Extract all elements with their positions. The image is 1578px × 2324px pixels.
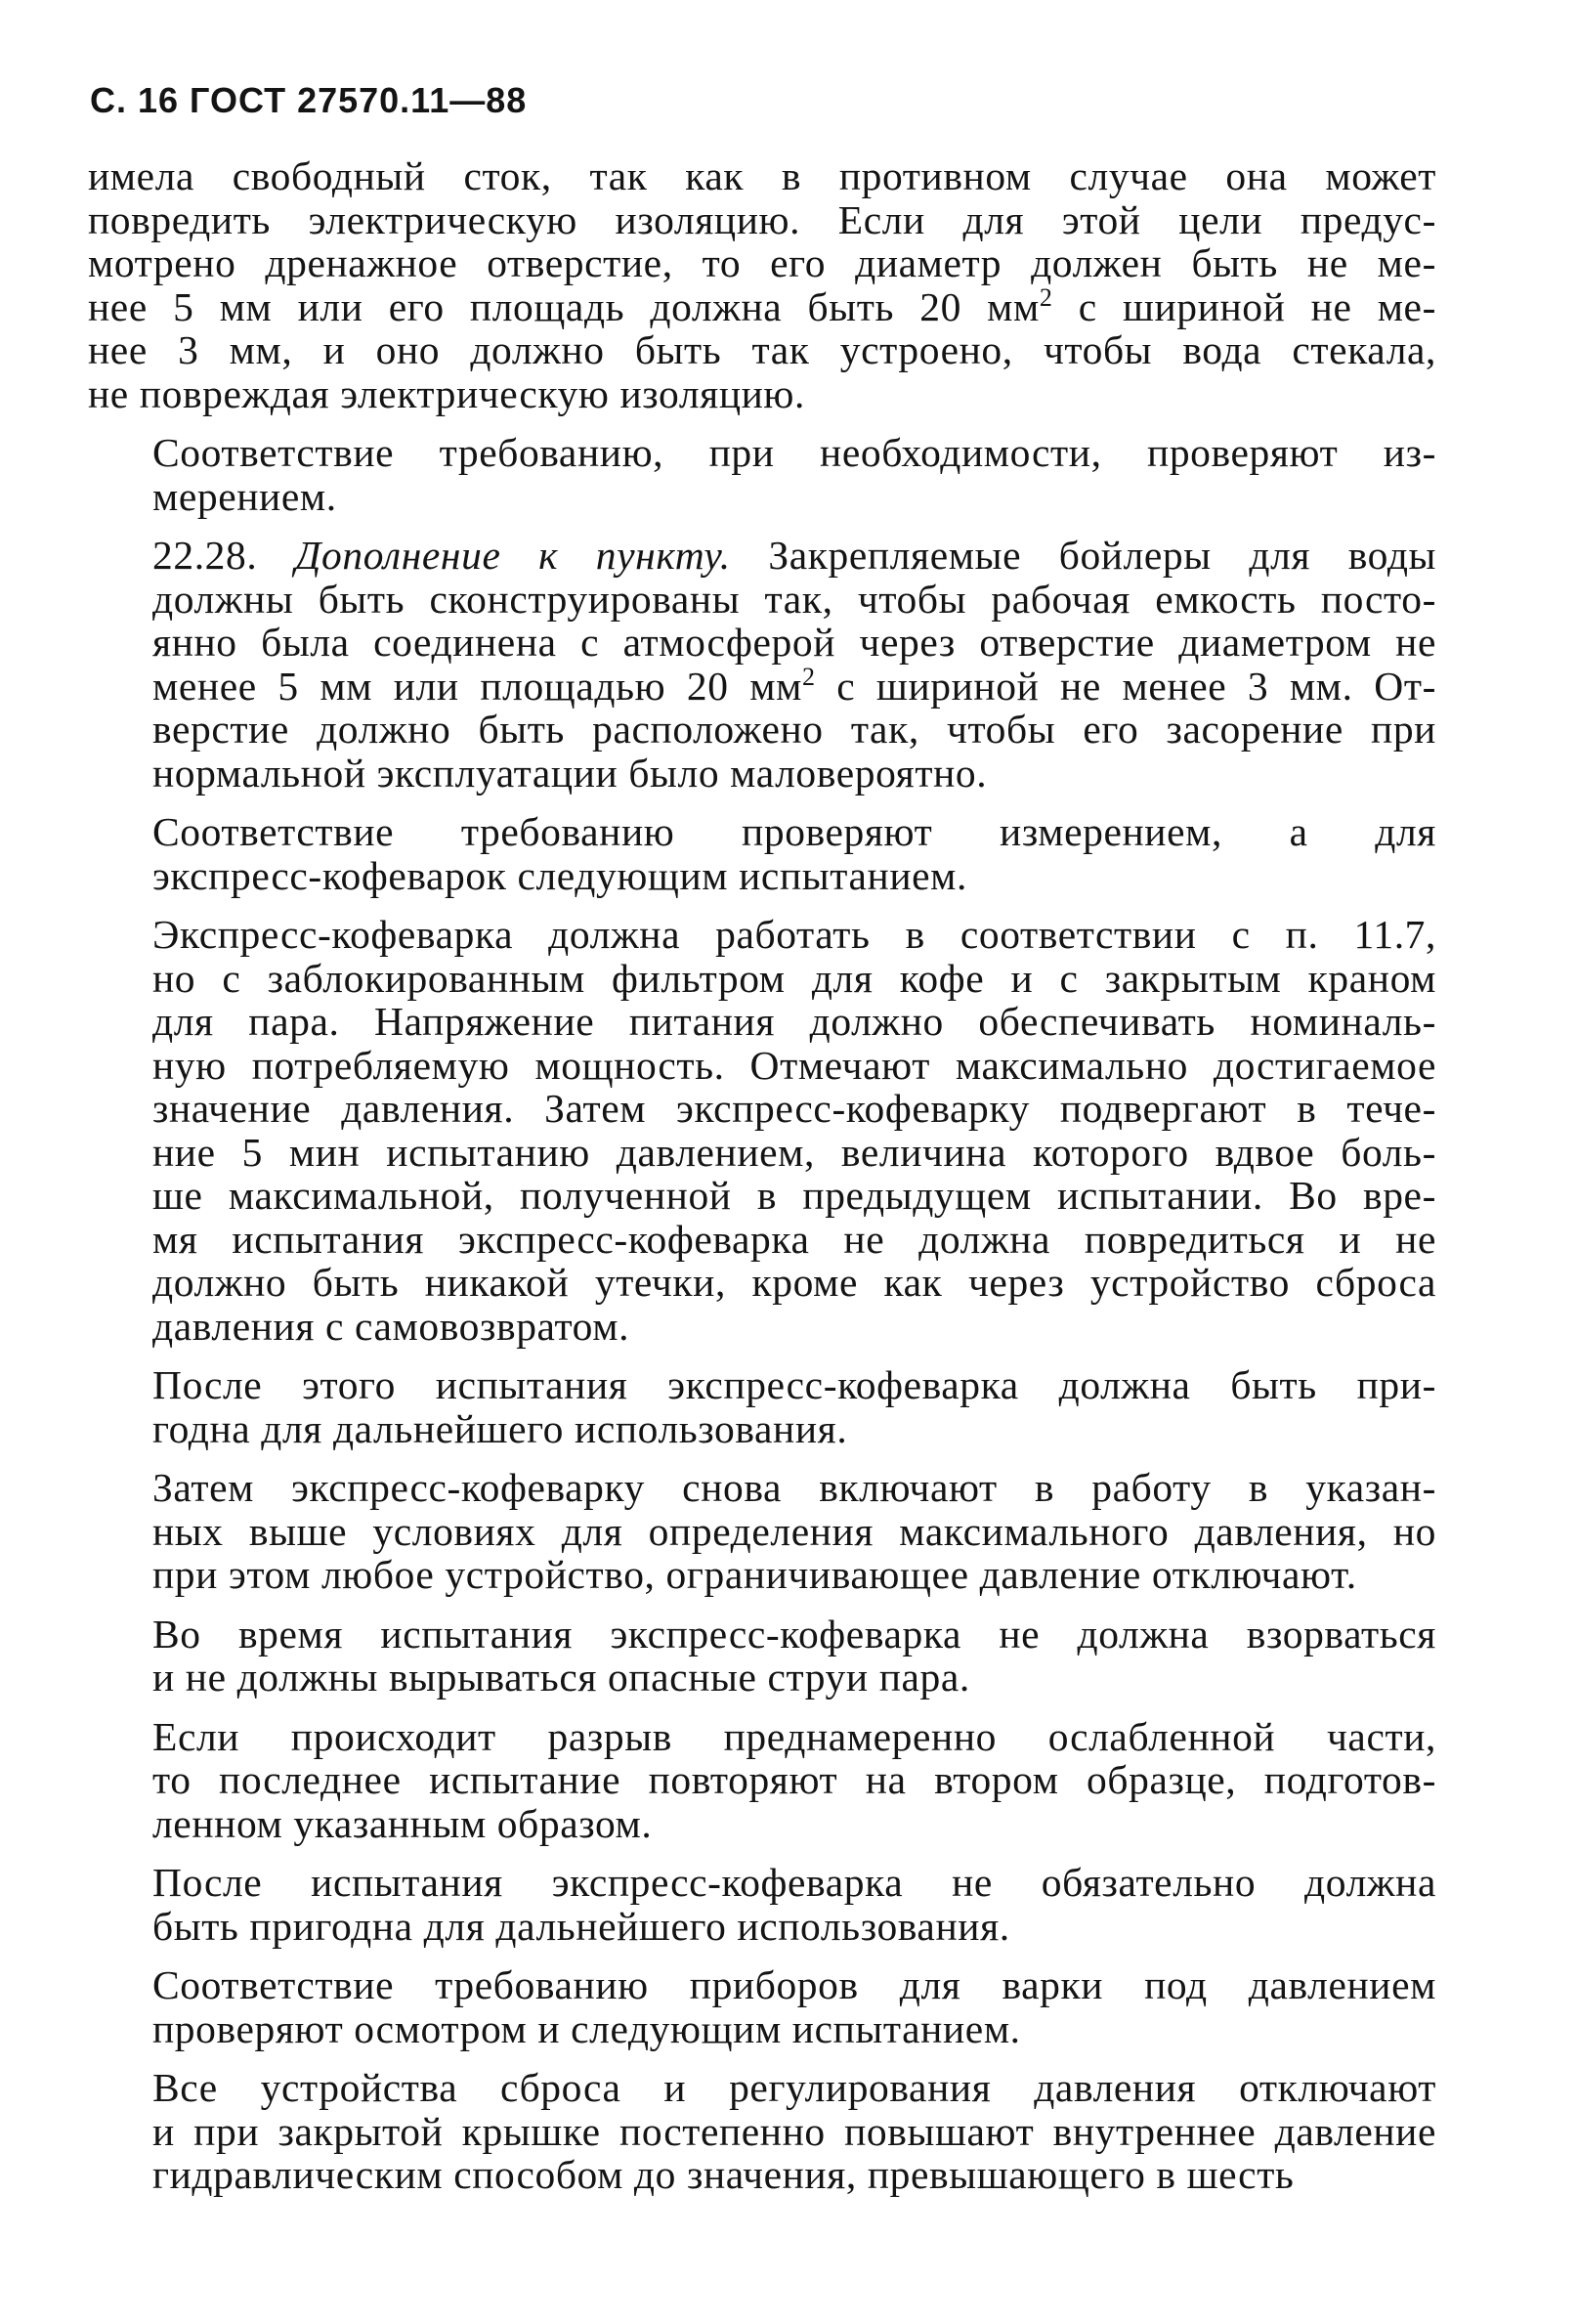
text-line: должно быть никакой утечки, кроме как через устройство сброса — [152, 1260, 1436, 1305]
text-line: После этого испытания экспресс-кофеварка должна быть при- — [152, 1362, 1436, 1407]
paragraph — [88, 1963, 1436, 2050]
text-line: значение давления. Затем экспресс-кофеварку подвергают в тече- — [152, 1086, 1436, 1131]
text-line: и не должны вырываться опасные струи пара. — [152, 1655, 970, 1700]
paragraph — [88, 1363, 1436, 1450]
paragraph — [88, 154, 1436, 415]
text-line: Соответствие требованию, при необходимости, проверяют из- — [152, 430, 1436, 475]
text-line: менее 5 мм или площадью 20 $мм^2$ с шириной не менее 3 мм. От- — [152, 662, 1436, 709]
text-line: годна для дальнейшего использования. — [152, 1405, 848, 1451]
text-line: не повреждая электрическую изоляцию. — [88, 370, 806, 416]
paragraph — [88, 431, 1436, 518]
paragraph — [88, 1466, 1436, 1597]
text-line: повредить электрическую изоляцию. Если для этой цели предус- — [88, 196, 1436, 242]
text-line: проверяют осмотром и следующим испытанием. — [152, 2005, 1021, 2051]
text-line: при этом любое устройство, ограничивающее давление отключают. — [152, 1552, 1357, 1597]
paragraph — [88, 534, 1436, 795]
page-header: С. 16 ГОСТ 27570.11—88 — [90, 80, 528, 120]
text-line: нее 5 мм или его площадь должна быть 20 $мм^2$ с шириной не ме- — [88, 282, 1436, 329]
text-line: нее 3 мм, и оно должно быть так устроено, чтобы вода стекала, — [88, 327, 1436, 372]
text-line: ных выше условиях для определения максимального давления, но — [152, 1508, 1436, 1554]
text-line: но с заблокированным фильтром для кофе и с закрытым краном — [152, 955, 1436, 1001]
text-line: имела свободный сток, так как в противном случае она может — [88, 153, 1436, 198]
text-line: для пара. Напряжение питания должно обеспечивать номиналь- — [152, 999, 1436, 1044]
text-line: 22.28. Дополнение к пункту. Закрепляемые бойлеры для воды — [152, 533, 1437, 578]
paragraph — [88, 1715, 1436, 1846]
text-line: янно была соединена с атмосферой через отверстие диаметром не — [152, 620, 1436, 665]
text-line: мерением. — [152, 473, 337, 519]
paragraph — [88, 913, 1436, 1348]
text-line: быть пригодна для дальнейшего использования. — [152, 1903, 1010, 1949]
paragraph — [88, 1613, 1436, 1700]
text-line: ленном указанным образом. — [152, 1800, 653, 1846]
text-line: Соответствие требованию проверяют измерением, а для — [152, 809, 1436, 854]
text-line: мотрено дренажное отверстие, то его диаметр должен быть не ме- — [88, 240, 1436, 285]
text-line: Соответствие требованию приборов для варки под давлением — [152, 1962, 1436, 2007]
paragraph — [88, 2066, 1436, 2197]
text-line: Затем экспресс-кофеварку снова включают в работу в указан- — [152, 1465, 1436, 1510]
text-line: мя испытания экспресс-кофеварка не должна повредиться и не — [152, 1216, 1436, 1262]
text-line: После испытания экспресс-кофеварка не обязательно должна — [152, 1860, 1436, 1905]
text-line: и при закрытой крышке постепенно повышают внутреннее давление — [152, 2108, 1436, 2154]
text-line: Во время испытания экспресс-кофеварка не должна взорваться — [152, 1611, 1436, 1657]
text-line: должны быть сконструированы так, чтобы рабочая емкость посто- — [152, 576, 1436, 622]
paragraph — [88, 1861, 1436, 1948]
text-line: давления с самовозвратом. — [152, 1303, 630, 1349]
text-line: экспресс-кофеварок следующим испытанием. — [152, 852, 967, 898]
text-line: ние 5 мин испытанию давлением, величина которого вдвое боль- — [152, 1129, 1436, 1175]
body-text — [88, 154, 1436, 2213]
text-line: нормальной эксплуатации было маловероятно. — [152, 750, 988, 796]
text-line: то последнее испытание повторяют на втором образце, подготов- — [152, 1757, 1436, 1802]
text-line: гидравлическим способом до значения, превышающего в шесть — [152, 2152, 1295, 2197]
text-line: Все устройства сброса и регулирования давления отключают — [152, 2065, 1436, 2110]
clause-number: 22.28. — [152, 533, 295, 578]
text-line: Экспресс-кофеварка должна работать в соответствии с п. 11.7, — [152, 912, 1436, 957]
text-line: Если происходит разрыв преднамеренно ослабленной части, — [152, 1713, 1436, 1759]
text-line: верстие должно быть расположено так, чтобы его засорение при — [152, 707, 1436, 752]
clause-lead: Дополнение к пункту. — [295, 533, 769, 578]
text-line: ную потребляемую мощность. Отмечают максимально достигаемое — [152, 1042, 1436, 1088]
paragraph — [88, 810, 1436, 897]
text-line: ше максимальной, полученной в предыдущем испытании. Во вре- — [152, 1173, 1436, 1218]
